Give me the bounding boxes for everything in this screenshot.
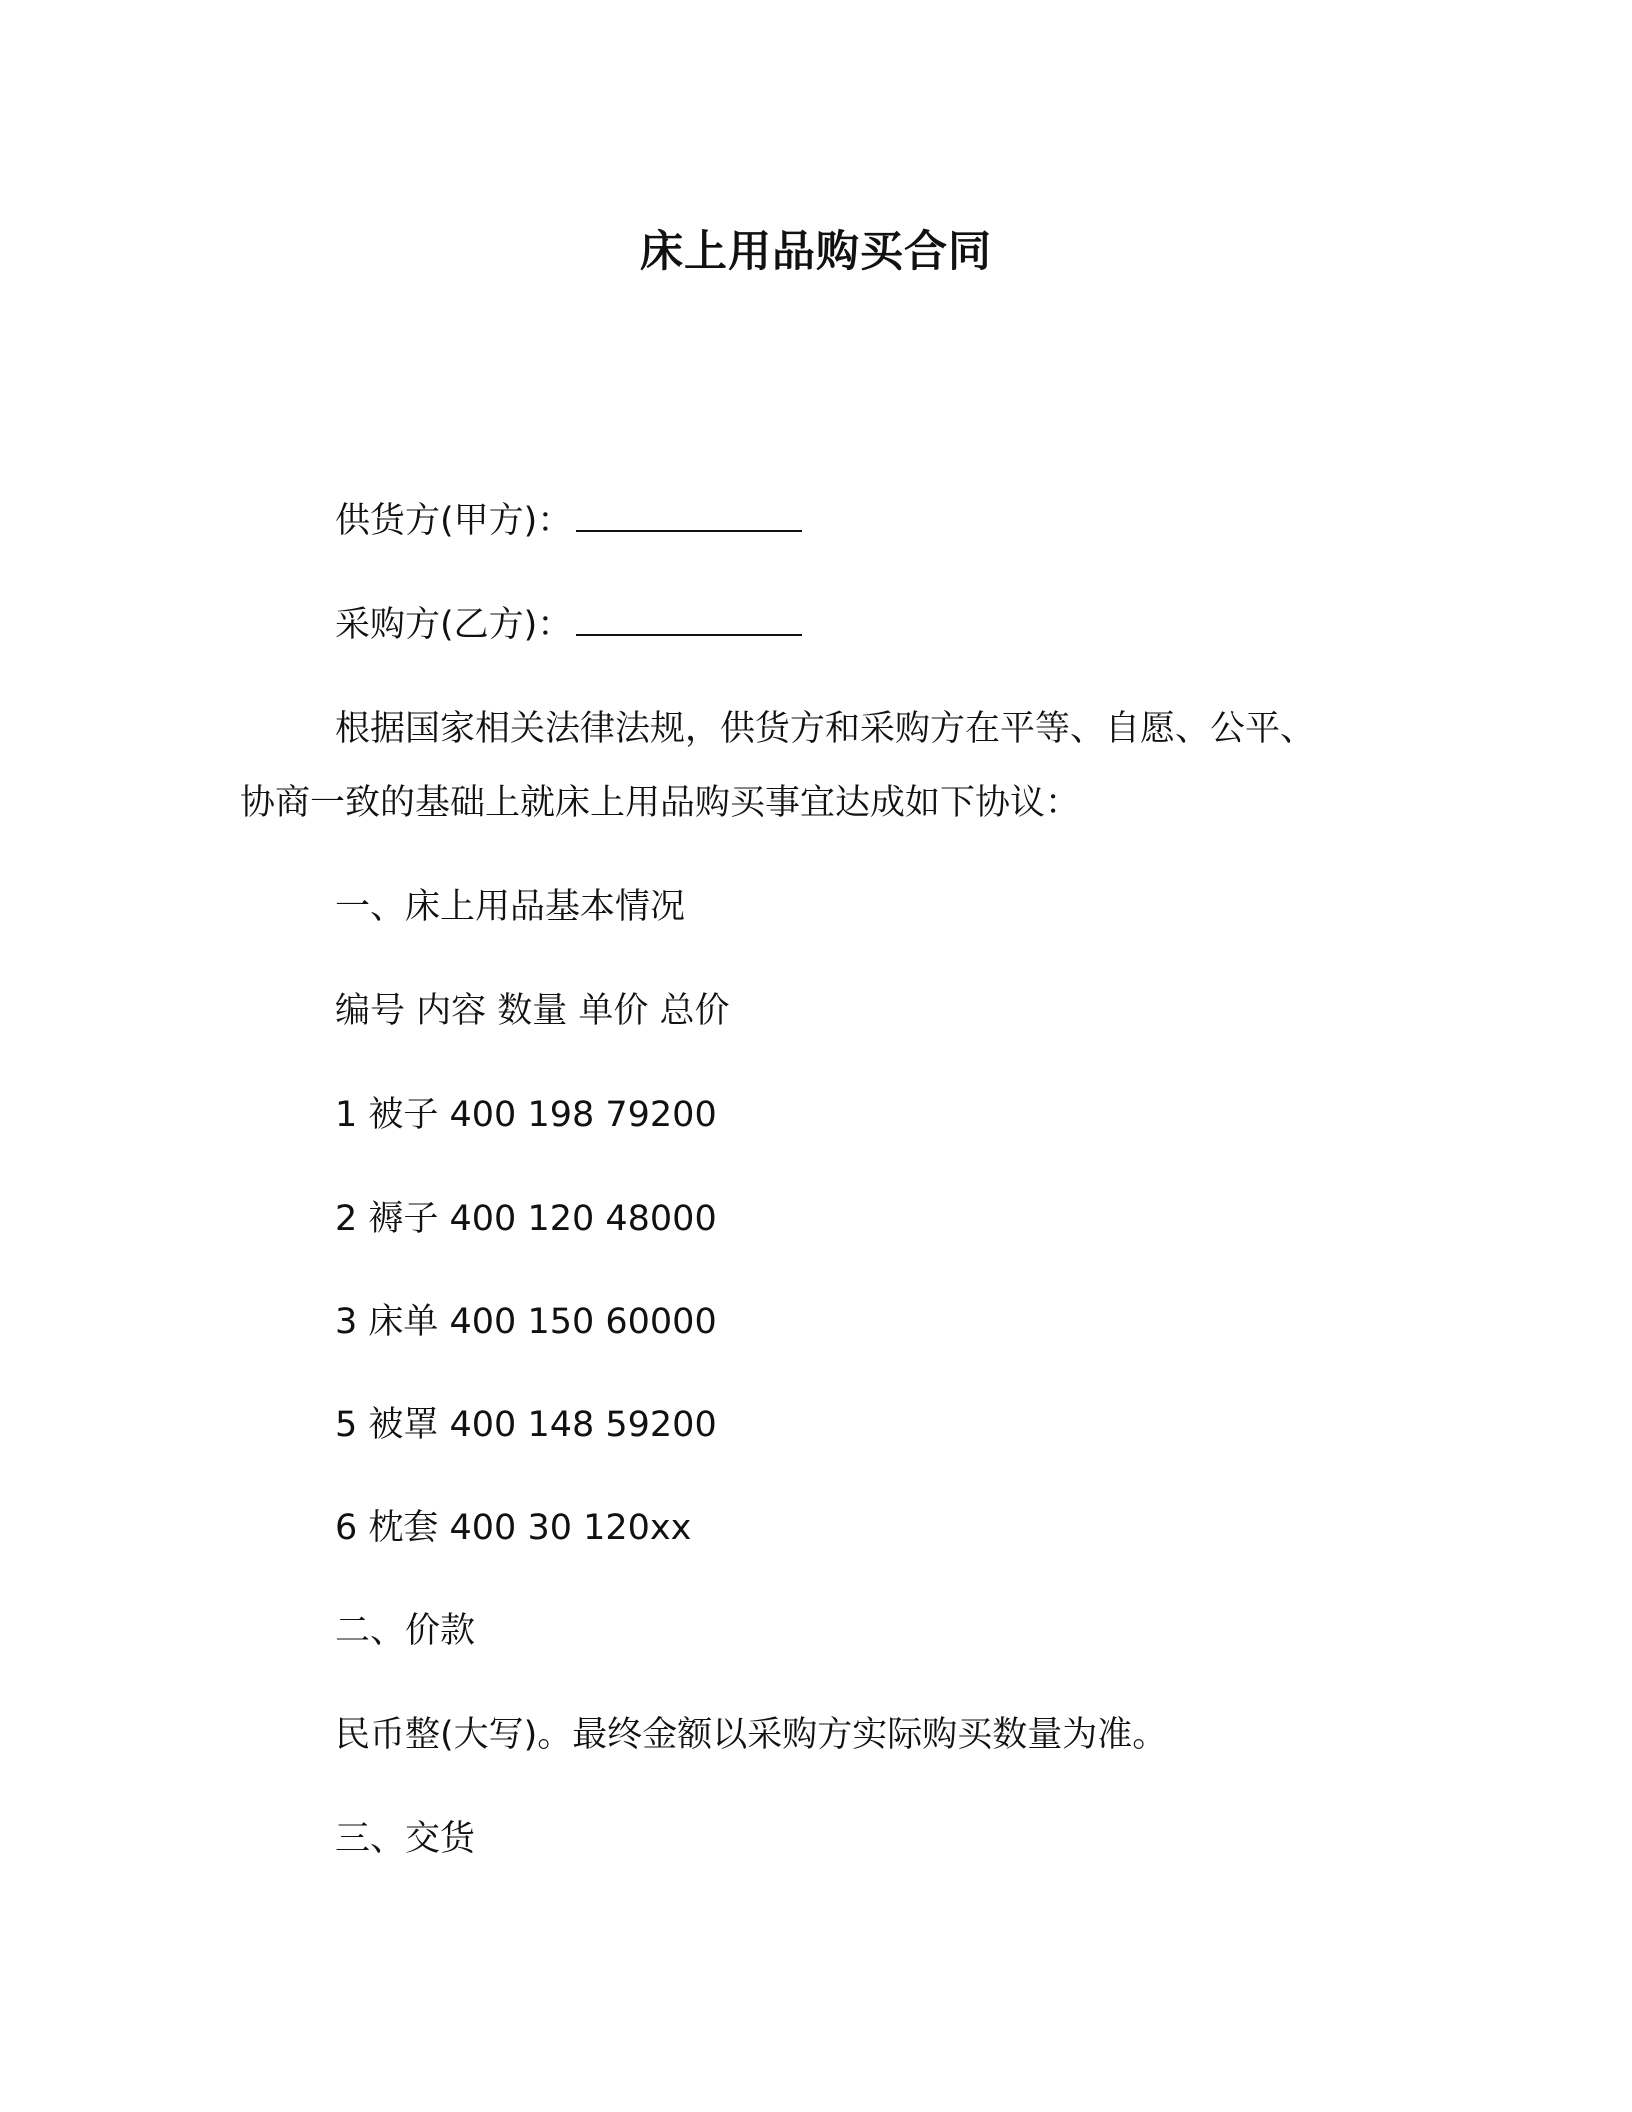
table-row: 5 被罩 400 148 59200 (335, 1405, 717, 1445)
document-title: 床上用品购买合同 (640, 227, 992, 277)
supplier-line (335, 496, 802, 546)
section-2-heading: 二、价款 (335, 1611, 476, 1651)
buyer-blank-field (576, 600, 802, 636)
section-3-heading: 三、交货 (335, 1819, 476, 1859)
intro-paragraph-line-2: 协商一致的基础上就床上用品购买事宜达成如下协议： (240, 783, 1081, 823)
buyer-line (335, 600, 802, 650)
table-row: 3 床单 400 150 60000 (335, 1302, 717, 1342)
section-2-text: 民币整(大写)。最终金额以采购方实际购买数量为准。 (335, 1715, 1168, 1755)
table-row: 2 褥子 400 120 48000 (335, 1199, 717, 1239)
supplier-blank-field (576, 496, 802, 532)
table-header: 编号 内容 数量 单价 总价 (335, 991, 730, 1031)
table-row: 1 被子 400 198 79200 (335, 1095, 717, 1135)
buyer-label: 采购方(乙方)： (335, 605, 573, 645)
section-1-heading: 一、床上用品基本情况 (335, 887, 686, 927)
supplier-label: 供货方(甲方)： (335, 501, 573, 541)
intro-paragraph-line-1: 根据国家相关法律法规，供货方和采购方在平等、自愿、公平、 (335, 709, 1316, 749)
table-row: 6 枕套 400 30 120xx (335, 1508, 692, 1548)
